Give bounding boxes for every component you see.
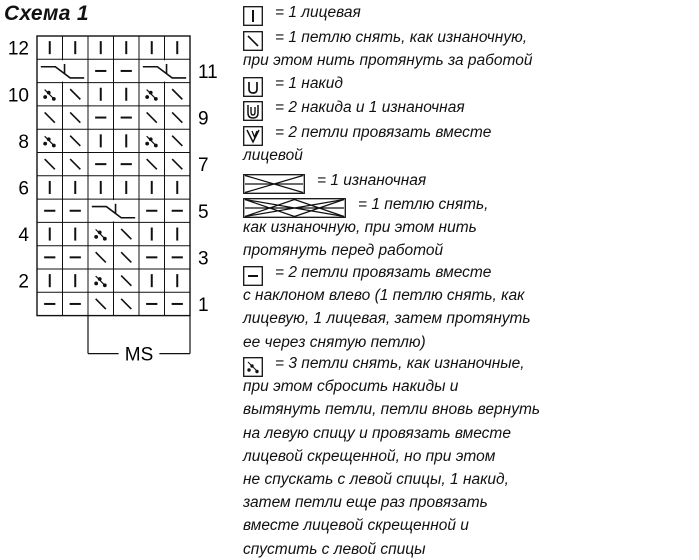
legend-text-line: лицевой	[243, 147, 303, 165]
legend-symbol-yo2-icon	[243, 101, 263, 126]
legend-text-line: затем петли еще раз провязать	[243, 494, 488, 512]
legend-text-line: = 1 лицевая	[275, 4, 361, 21]
row-number-label: 8	[18, 131, 29, 153]
row-number-label: 7	[198, 155, 209, 177]
row-number-label: 11	[198, 61, 218, 83]
legend-text-line: спустить с левой спицы	[243, 540, 426, 558]
repeat-label: MS	[124, 344, 154, 366]
legend-text-line: = 2 петли провязать вместе	[275, 264, 492, 281]
legend-text-line: на левую спицу и провязать вместе	[243, 424, 511, 442]
row-number-label: 5	[198, 201, 209, 223]
legend-text-line: = 3 петли снять, как изнаночные,	[275, 355, 525, 372]
legend-text-line: как изнаночную, при этом нить	[243, 219, 477, 237]
legend-text-line: ее через снятую петлю)	[243, 333, 426, 351]
legend-text-line: лицевую, 1 лицевая, затем протянуть	[243, 310, 531, 328]
row-number-label: 12	[7, 38, 29, 60]
row-number-label: 4	[18, 225, 29, 247]
chart-title: Схема 1	[4, 2, 89, 25]
legend-text-line: с наклоном влево (1 петлю снять, как	[243, 287, 525, 305]
legend-symbol-bar-icon	[243, 6, 263, 31]
row-number-label: 3	[198, 248, 209, 270]
legend-symbol-purl-icon	[243, 174, 305, 199]
legend-text-line: при этом нить протянуть за работой	[243, 52, 533, 70]
legend-text-line: = 2 накида и 1 изнаночная	[275, 99, 465, 116]
legend-text-line: при этом сбросить накиды и	[243, 378, 459, 396]
legend-text-line: вместе лицевой скрещенной и	[243, 517, 469, 535]
legend-text-line: не спускать с левой спицы, 1 накид,	[243, 471, 509, 488]
row-number-label: 6	[18, 178, 29, 200]
row-number-label: 10	[7, 85, 29, 107]
legend-text-line: = 1 изнаночная	[317, 172, 427, 189]
legend-text-line: = 1 накид	[275, 75, 343, 92]
legend-text-line: = 1 петлю снять,	[358, 196, 489, 213]
legend-text-line: протянуть перед работой	[243, 242, 444, 260]
legend-symbol-yo-icon	[243, 77, 263, 102]
row-number-label: 9	[198, 108, 209, 130]
legend-text-line: вытянуть петли, петли вновь вернуть	[243, 401, 541, 419]
legend-text-line: = 1 петлю снять, как изнаночную,	[275, 29, 528, 46]
legend-text-line: = 2 петли провязать вместе	[275, 124, 492, 141]
row-number-label: 2	[18, 271, 29, 293]
row-number-label: 1	[198, 294, 209, 316]
legend-text-line: лицевой скрещенной, но при этом	[243, 447, 496, 465]
